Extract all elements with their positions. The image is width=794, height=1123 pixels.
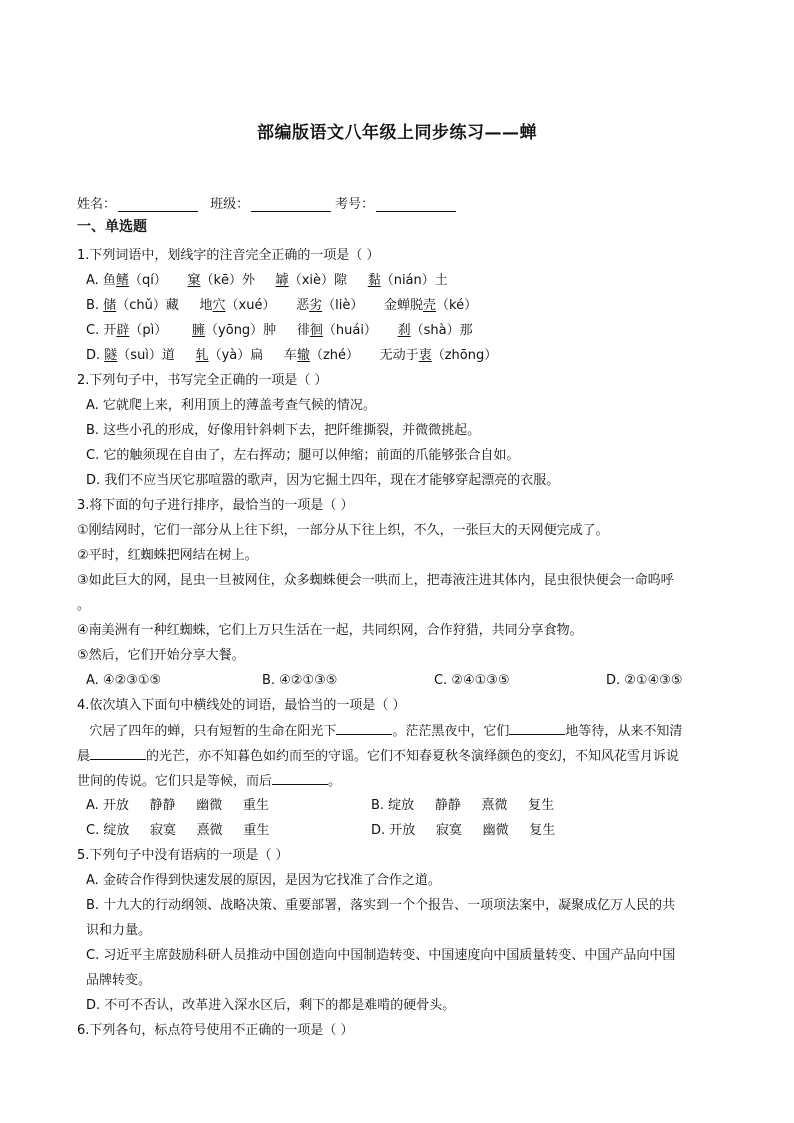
underlined-char: 储	[103, 298, 117, 313]
exam-label: 考号：	[335, 197, 375, 212]
q5-option-b[interactable]: B. 十九大的行动纲领、战略决策、重要部署，落实到一个个报告、一项项法案中，凝聚成亿万人民的共	[86, 898, 676, 913]
text: （liè） 金蝉脱	[322, 298, 424, 313]
q5-option-c[interactable]: C. 习近平主席鼓励科研人员推动中国创造向中国制造转变、中国速度向中国质量转变、中国产品向中国	[86, 948, 676, 963]
q2-option-d[interactable]: D. 我们不应当厌它那喧嚣的歌声，因为它掘土四年，现在才能够穿起漂亮的衣服。	[86, 473, 560, 488]
text: （xué） 恶	[225, 298, 310, 313]
page-title: 部编版语文八年级上同步练习——蝉	[257, 123, 537, 143]
q3-option-d[interactable]: D. ②①④③⑤	[606, 673, 683, 688]
q5-option-b-cont: 识和力量。	[86, 923, 152, 938]
underlined-char: 轧	[195, 348, 209, 363]
q5-option-d[interactable]: D. 不可不否认，改革进入深水区后，剩下的都是难啃的硬骨头。	[86, 998, 456, 1013]
q3-sentence-5: ⑤然后，它们开始分享大餐。	[77, 648, 245, 663]
q4-passage-line-3	[77, 772, 341, 791]
fill-blank[interactable]	[509, 722, 565, 735]
underlined-char: 徊	[309, 323, 323, 338]
q4-stem: 4.依次填入下面句中横线处的词语，最恰当的一项是（ ）	[77, 698, 406, 713]
fill-blank[interactable]	[272, 772, 328, 785]
q1-option-d[interactable]	[86, 347, 497, 365]
text: 。	[328, 774, 342, 789]
q3-sentence-2: ②平时，红蜘蛛把网结在树上。	[77, 548, 258, 563]
text: 。茫茫黑夜中，它们	[392, 724, 510, 739]
underlined-char: 黏	[367, 273, 381, 288]
text: （pì）	[129, 323, 193, 338]
student-info-row	[77, 193, 460, 212]
text: （xiè）隙	[288, 273, 368, 288]
q3-stem: 3.将下面的句子进行排序，最恰当的一项是（ ）	[77, 498, 354, 513]
q3-option-c[interactable]: C. ②④①③⑤	[434, 673, 510, 688]
text: C. 开	[86, 323, 117, 338]
name-label: 姓名：	[77, 197, 117, 212]
q4-passage-line-1	[77, 722, 682, 741]
text: （ké）	[436, 298, 478, 313]
q3-sentence-4: ④南美洲有一种红蜘蛛，它们上万只生活在一起，共同织网，合作狩猎，共同分享食物。	[77, 623, 583, 638]
text: A. 鱼	[86, 273, 116, 288]
q2-stem: 2.下列句子中，书写完全正确的一项是（ ）	[77, 373, 328, 388]
q3-option-b[interactable]: B. ④②①③⑤	[262, 673, 338, 688]
q5-option-a[interactable]: A. 金砖合作得到快速发展的原因，是因为它找准了合作之道。	[86, 873, 441, 888]
q3-sentence-1: ①刚结网时，它们一部分从上往下织，一部分从下往上织，不久，一张巨大的天网便完成了。	[77, 523, 609, 538]
text: （huái）	[322, 323, 398, 338]
q4-option-c[interactable]: C. 绽放 寂寞 熹微 重生	[86, 823, 270, 838]
underlined-char: 隧	[104, 348, 118, 363]
class-label: 班级：	[210, 197, 250, 212]
text: （yà）扁 车	[208, 348, 297, 363]
text: 穴居了四年的蝉，只有短暂的生命在阳光下	[77, 724, 337, 739]
q2-option-b[interactable]: B. 这些小孔的形成，好像用针斜刺下去，把阡维撕裂，并微微挑起。	[86, 423, 481, 438]
q5-option-c-cont: 品牌转变。	[86, 973, 152, 988]
text: （yōng）肿 徘	[205, 323, 310, 338]
q4-option-a[interactable]: A. 开放 静静 幽微 重生	[86, 798, 269, 813]
q4-option-d[interactable]: D. 开放 寂寞 幽微 复生	[371, 823, 556, 838]
q2-option-a[interactable]: A. 它就爬上来，利用顶上的薄盖考查气候的情况。	[86, 398, 376, 413]
q3-option-a[interactable]: A. ④②③①⑤	[86, 673, 162, 688]
underlined-char: 衷	[418, 348, 432, 363]
text: 晨	[77, 749, 91, 764]
text: （qí）	[128, 273, 188, 288]
q2-option-c[interactable]: C. 它的触须现在自由了，左右挥动；腿可以伸缩；前面的爪能够张合自如。	[86, 448, 520, 463]
q4-passage-line-2	[77, 747, 679, 766]
underlined-char: 壳	[423, 298, 437, 313]
q1-stem: 1.下列词语中，划线字的注音完全正确的一项是（ ）	[77, 248, 380, 263]
q4-option-b[interactable]: B. 绽放 静静 熹微 复生	[371, 798, 555, 813]
q6-stem: 6.下列各句，标点符号使用不正确的一项是（ ）	[77, 1023, 354, 1038]
q3-sentence-3: ③如此巨大的网，昆虫一旦被网住，众多蜘蛛便会一哄而上，把毒液注进其体内，昆虫很快便会一命呜呼	[77, 573, 674, 588]
section-heading: 一、单选题	[77, 219, 147, 235]
underlined-char: 窠	[187, 273, 201, 288]
q1-option-c[interactable]	[86, 322, 473, 340]
q5-stem: 5.下列句子中没有语病的一项是（ ）	[77, 848, 289, 863]
text: （zhōng）	[431, 348, 498, 363]
underlined-char: 罅	[275, 273, 289, 288]
underlined-char: 辙	[296, 348, 310, 363]
underlined-char: 辟	[116, 323, 130, 338]
q1-option-b[interactable]	[86, 297, 477, 315]
text: （shà）那	[410, 323, 473, 338]
fill-blank[interactable]	[336, 722, 392, 735]
class-blank[interactable]	[251, 199, 331, 212]
text: 的光芒，亦不知暮色如约而至的守谣。它们不知春夏秋冬演绎颜色的变幻，不知风花雪月诉说	[146, 749, 680, 764]
fill-blank[interactable]	[90, 747, 146, 760]
text: D.	[86, 348, 105, 363]
text: （kē）外	[200, 273, 276, 288]
underlined-char: 劣	[309, 298, 323, 313]
text: 地等待，从来不知清	[565, 724, 683, 739]
q1-option-a[interactable]	[86, 272, 448, 290]
name-blank[interactable]	[118, 199, 198, 212]
text: （suì）道	[117, 348, 196, 363]
exam-blank[interactable]	[376, 199, 456, 212]
underlined-char: 刹	[397, 323, 411, 338]
underlined-char: 臃	[192, 323, 206, 338]
underlined-char: 穴	[212, 298, 226, 313]
text: 世间的传说。它们只是等候，而后	[77, 774, 273, 789]
underlined-char: 鳍	[115, 273, 129, 288]
text: （zhé） 无动于	[309, 348, 419, 363]
text: （chǔ）藏 地	[116, 298, 213, 313]
q3-sentence-3-end: 。	[77, 598, 91, 613]
text: （nián）土	[380, 273, 448, 288]
text: B.	[86, 298, 104, 313]
